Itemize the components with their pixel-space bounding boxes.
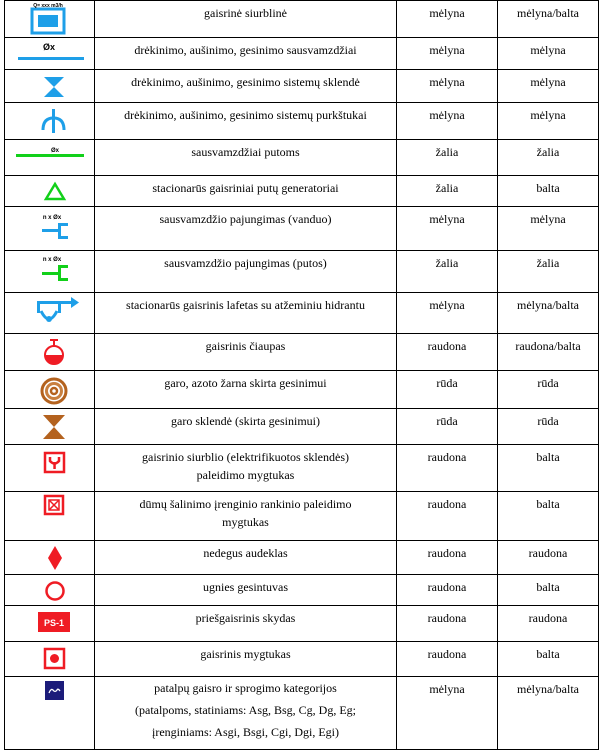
symbol-name: drėkinimo, aušinimo, gesinimo sistemų purkštukai [124, 108, 367, 122]
risk-category-icon [5, 677, 95, 749]
color-1: žalia [435, 145, 459, 159]
table-row [5, 103, 599, 140]
table-row [5, 293, 599, 334]
color-1: žalia [435, 181, 459, 195]
sprinkler-icon [5, 103, 95, 139]
fire-panel-icon [5, 606, 95, 641]
color-1: mėlyna [429, 298, 465, 312]
table-row [5, 140, 599, 176]
color-1: mėlyna [429, 212, 465, 226]
valve-icon [5, 70, 95, 102]
color-2: mėlyna [530, 212, 566, 226]
table-row [5, 38, 599, 70]
water-conn-caption: n x Øx [42, 215, 62, 221]
pump-caption: Q= xxx m3/h [33, 3, 63, 9]
color-1: rūda [436, 376, 458, 390]
color-1: mėlyna [429, 6, 465, 20]
color-2: balta [536, 647, 560, 661]
table-row [5, 677, 599, 750]
color-2: raudona [528, 546, 568, 560]
fire-pump-icon [5, 1, 95, 37]
color-1: raudona [427, 497, 467, 511]
water-connection-icon [5, 207, 95, 250]
symbol-name: gaisrinė siurblinė [204, 6, 287, 20]
color-2: mėlyna/balta [517, 6, 579, 20]
color-2: raudona [528, 611, 568, 625]
color-1: mėlyna [429, 43, 465, 57]
symbol-name: gaisrinis čiaupas [205, 339, 286, 353]
color-2: rūda [537, 376, 559, 390]
table-row [5, 1, 599, 38]
extinguisher-icon [5, 575, 95, 605]
symbol-name: drėkinimo, aušinimo, gesinimo sistemų sklendė [131, 75, 360, 89]
fire-blanket-icon [5, 541, 95, 574]
symbol-name: sausvamzdžiai putoms [191, 145, 300, 159]
foam-connection-icon [5, 251, 95, 292]
symbol-name: stacionarūs gaisriniai putų generatoriai [152, 181, 339, 195]
color-1: raudona [427, 450, 467, 464]
monitor-hydrant-icon [5, 293, 95, 333]
symbol-name-line3: įrenginiams: Asgi, Bsgi, Cgi, Dgi, Egi) [151, 725, 339, 739]
color-2: mėlyna [530, 108, 566, 122]
table-row [5, 606, 599, 642]
color-1: raudona [427, 647, 467, 661]
color-2: balta [536, 450, 560, 464]
symbol-name-line2: (patalpoms, statiniams: Asg, Bsg, Cg, Dg, Eg; [135, 703, 356, 717]
color-1: mėlyna [429, 108, 465, 122]
foam-conn-caption: n x Øx [42, 257, 62, 263]
symbol-name: gaisrinis mygtukas [200, 647, 291, 661]
table-row [5, 207, 599, 251]
symbol-name: garo, azoto žarna skirta gesinimui [164, 376, 327, 390]
color-1: rūda [436, 414, 458, 428]
table-row [5, 575, 599, 606]
color-2: mėlyna [530, 75, 566, 89]
table-row [5, 334, 599, 371]
symbol-name: priešgaisrinis skydas [195, 611, 296, 625]
foam-generator-icon [5, 176, 95, 206]
color-1: raudona [427, 546, 467, 560]
color-1: mėlyna [429, 75, 465, 89]
table-row [5, 70, 599, 103]
table-row [5, 176, 599, 207]
pipe-caption: Øx [42, 42, 56, 52]
foam-pipe-caption: Øx [50, 148, 60, 154]
symbol-name: dūmų šalinimo įrenginio rankinio paleidimo [139, 497, 352, 511]
symbol-name: patalpų gaisro ir sprogimo kategorijos [154, 681, 337, 695]
table-row [5, 642, 599, 677]
color-1: raudona [427, 339, 467, 353]
color-2: mėlyna/balta [517, 298, 579, 312]
table-row [5, 445, 599, 492]
steam-valve-icon [5, 409, 95, 444]
steam-hose-icon [5, 371, 95, 408]
fire-button-icon [5, 642, 95, 676]
table-row [5, 541, 599, 575]
color-1: mėlyna [429, 682, 465, 696]
panel-caption: PS-1 [43, 618, 65, 628]
color-2: žalia [536, 256, 560, 270]
color-2: mėlyna [530, 43, 566, 57]
color-2: žalia [536, 145, 560, 159]
symbol-name: sausvamzdžio pajungimas (vanduo) [159, 212, 332, 226]
symbol-name: drėkinimo, aušinimo, gesinimo sausvamzdžiai [134, 43, 357, 57]
symbol-name: nedegus audeklas [203, 546, 288, 560]
table-row [5, 371, 599, 409]
symbol-name: gaisrinio siurblio (elektrifikuotos sklendės) [142, 450, 349, 464]
color-1: raudona [427, 611, 467, 625]
color-2: balta [536, 497, 560, 511]
symbol-table [4, 0, 599, 750]
table-row [5, 492, 599, 541]
fire-tap-icon [5, 334, 95, 370]
table-row [5, 409, 599, 445]
color-1: žalia [435, 256, 459, 270]
color-2: balta [536, 181, 560, 195]
color-2: mėlyna/balta [517, 682, 579, 696]
symbol-name: sausvamzdžio pajungimas (putos) [164, 256, 327, 270]
smoke-exhaust-button-icon [5, 492, 95, 540]
symbol-cell [5, 1, 95, 38]
color-2: rūda [537, 414, 559, 428]
symbol-name: garo sklendė (skirta gesinimui) [171, 414, 320, 428]
pipe-icon [5, 38, 95, 69]
symbol-name-line2: mygtukas [222, 515, 269, 529]
symbol-name: ugnies gesintuvas [203, 580, 288, 594]
color-2: raudona/balta [515, 339, 581, 353]
table-row [5, 251, 599, 293]
pump-start-button-icon [5, 445, 95, 491]
symbol-name-line2: paleidimo mygtukas [196, 468, 295, 482]
color-1: raudona [427, 580, 467, 594]
color-2: balta [536, 580, 560, 594]
symbol-name: stacionarūs gaisrinis lafetas su atžeminiu hidrantu [126, 298, 365, 312]
foam-pipe-icon [5, 140, 95, 175]
